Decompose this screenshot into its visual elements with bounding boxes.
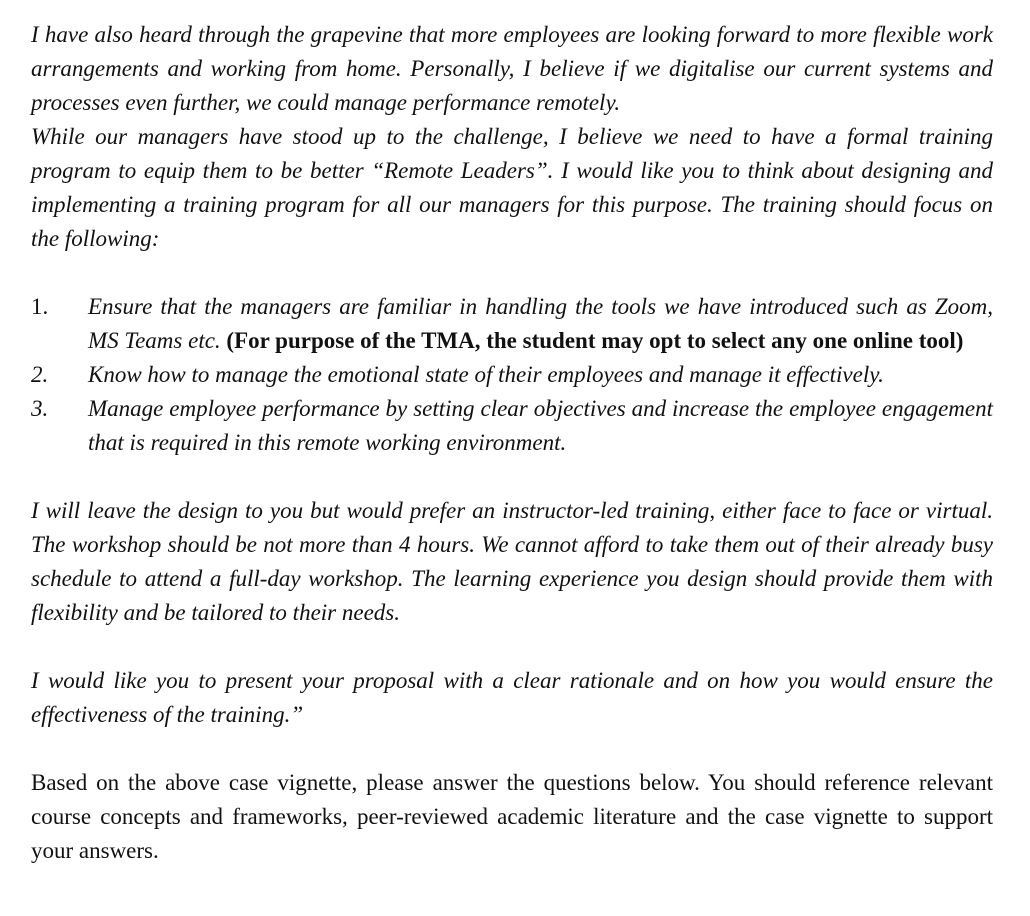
instruction-paragraph: Based on the above case vignette, please answer the questions below. You should reference relevant course concepts and frameworks, peer-reviewed academic literature and the case vignette to support your answers. bbox=[31, 770, 993, 863]
list-item-1 bbox=[31, 290, 993, 358]
design-paragraph: I will leave the design to you but would prefer an instructor-led training, either face to face or virtual. The workshop should be not more than 4 hours. We cannot afford to take them out of their already busy schedule to attend a full-day workshop. The learning experience you design should provide them with flexibility and be tailored to their needs. bbox=[31, 498, 993, 625]
list-item-text: Ensure that the managers are familiar in handling the tools we have introduced such as Zoom, MS Teams etc. bbox=[88, 294, 993, 353]
list-item-2 bbox=[31, 358, 993, 392]
list-number: 3. bbox=[31, 396, 49, 421]
list-item-3 bbox=[31, 392, 993, 460]
document-page bbox=[31, 18, 993, 868]
list-number: 1. bbox=[31, 294, 49, 319]
list-item-text: Know how to manage the emotional state of their employees and manage it effectively. bbox=[88, 362, 884, 387]
spacer bbox=[31, 256, 993, 290]
spacer bbox=[31, 732, 993, 766]
list-number: 2. bbox=[31, 362, 49, 387]
list-item-text: Manage employee performance by setting clear objectives and increase the employee engagement that is required in this remote working environment. bbox=[88, 396, 993, 455]
proposal-paragraph: I would like you to present your proposal with a clear rationale and on how you would ensure the effectiveness of the training.” bbox=[31, 668, 993, 727]
intro-paragraph-flexible-work: I have also heard through the grapevine that more employees are looking forward to more flexible work arrangements and working from home. Personally, I believe if we digitalise our current systems and processes even further, we could manage performance remotely. bbox=[31, 22, 993, 115]
spacer bbox=[31, 630, 993, 664]
training-focus-list bbox=[31, 290, 993, 460]
list-item-bold-note: (For purpose of the TMA, the student may opt to select any one online tool) bbox=[226, 328, 964, 353]
spacer bbox=[31, 460, 993, 494]
intro-paragraph-remote-leaders: While our managers have stood up to the challenge, I believe we need to have a formal training program to equip them to be better “Remote Leaders”. I would like you to think about designing and implementing a training program for all our managers for this purpose. The training should focus on the following: bbox=[31, 124, 993, 251]
